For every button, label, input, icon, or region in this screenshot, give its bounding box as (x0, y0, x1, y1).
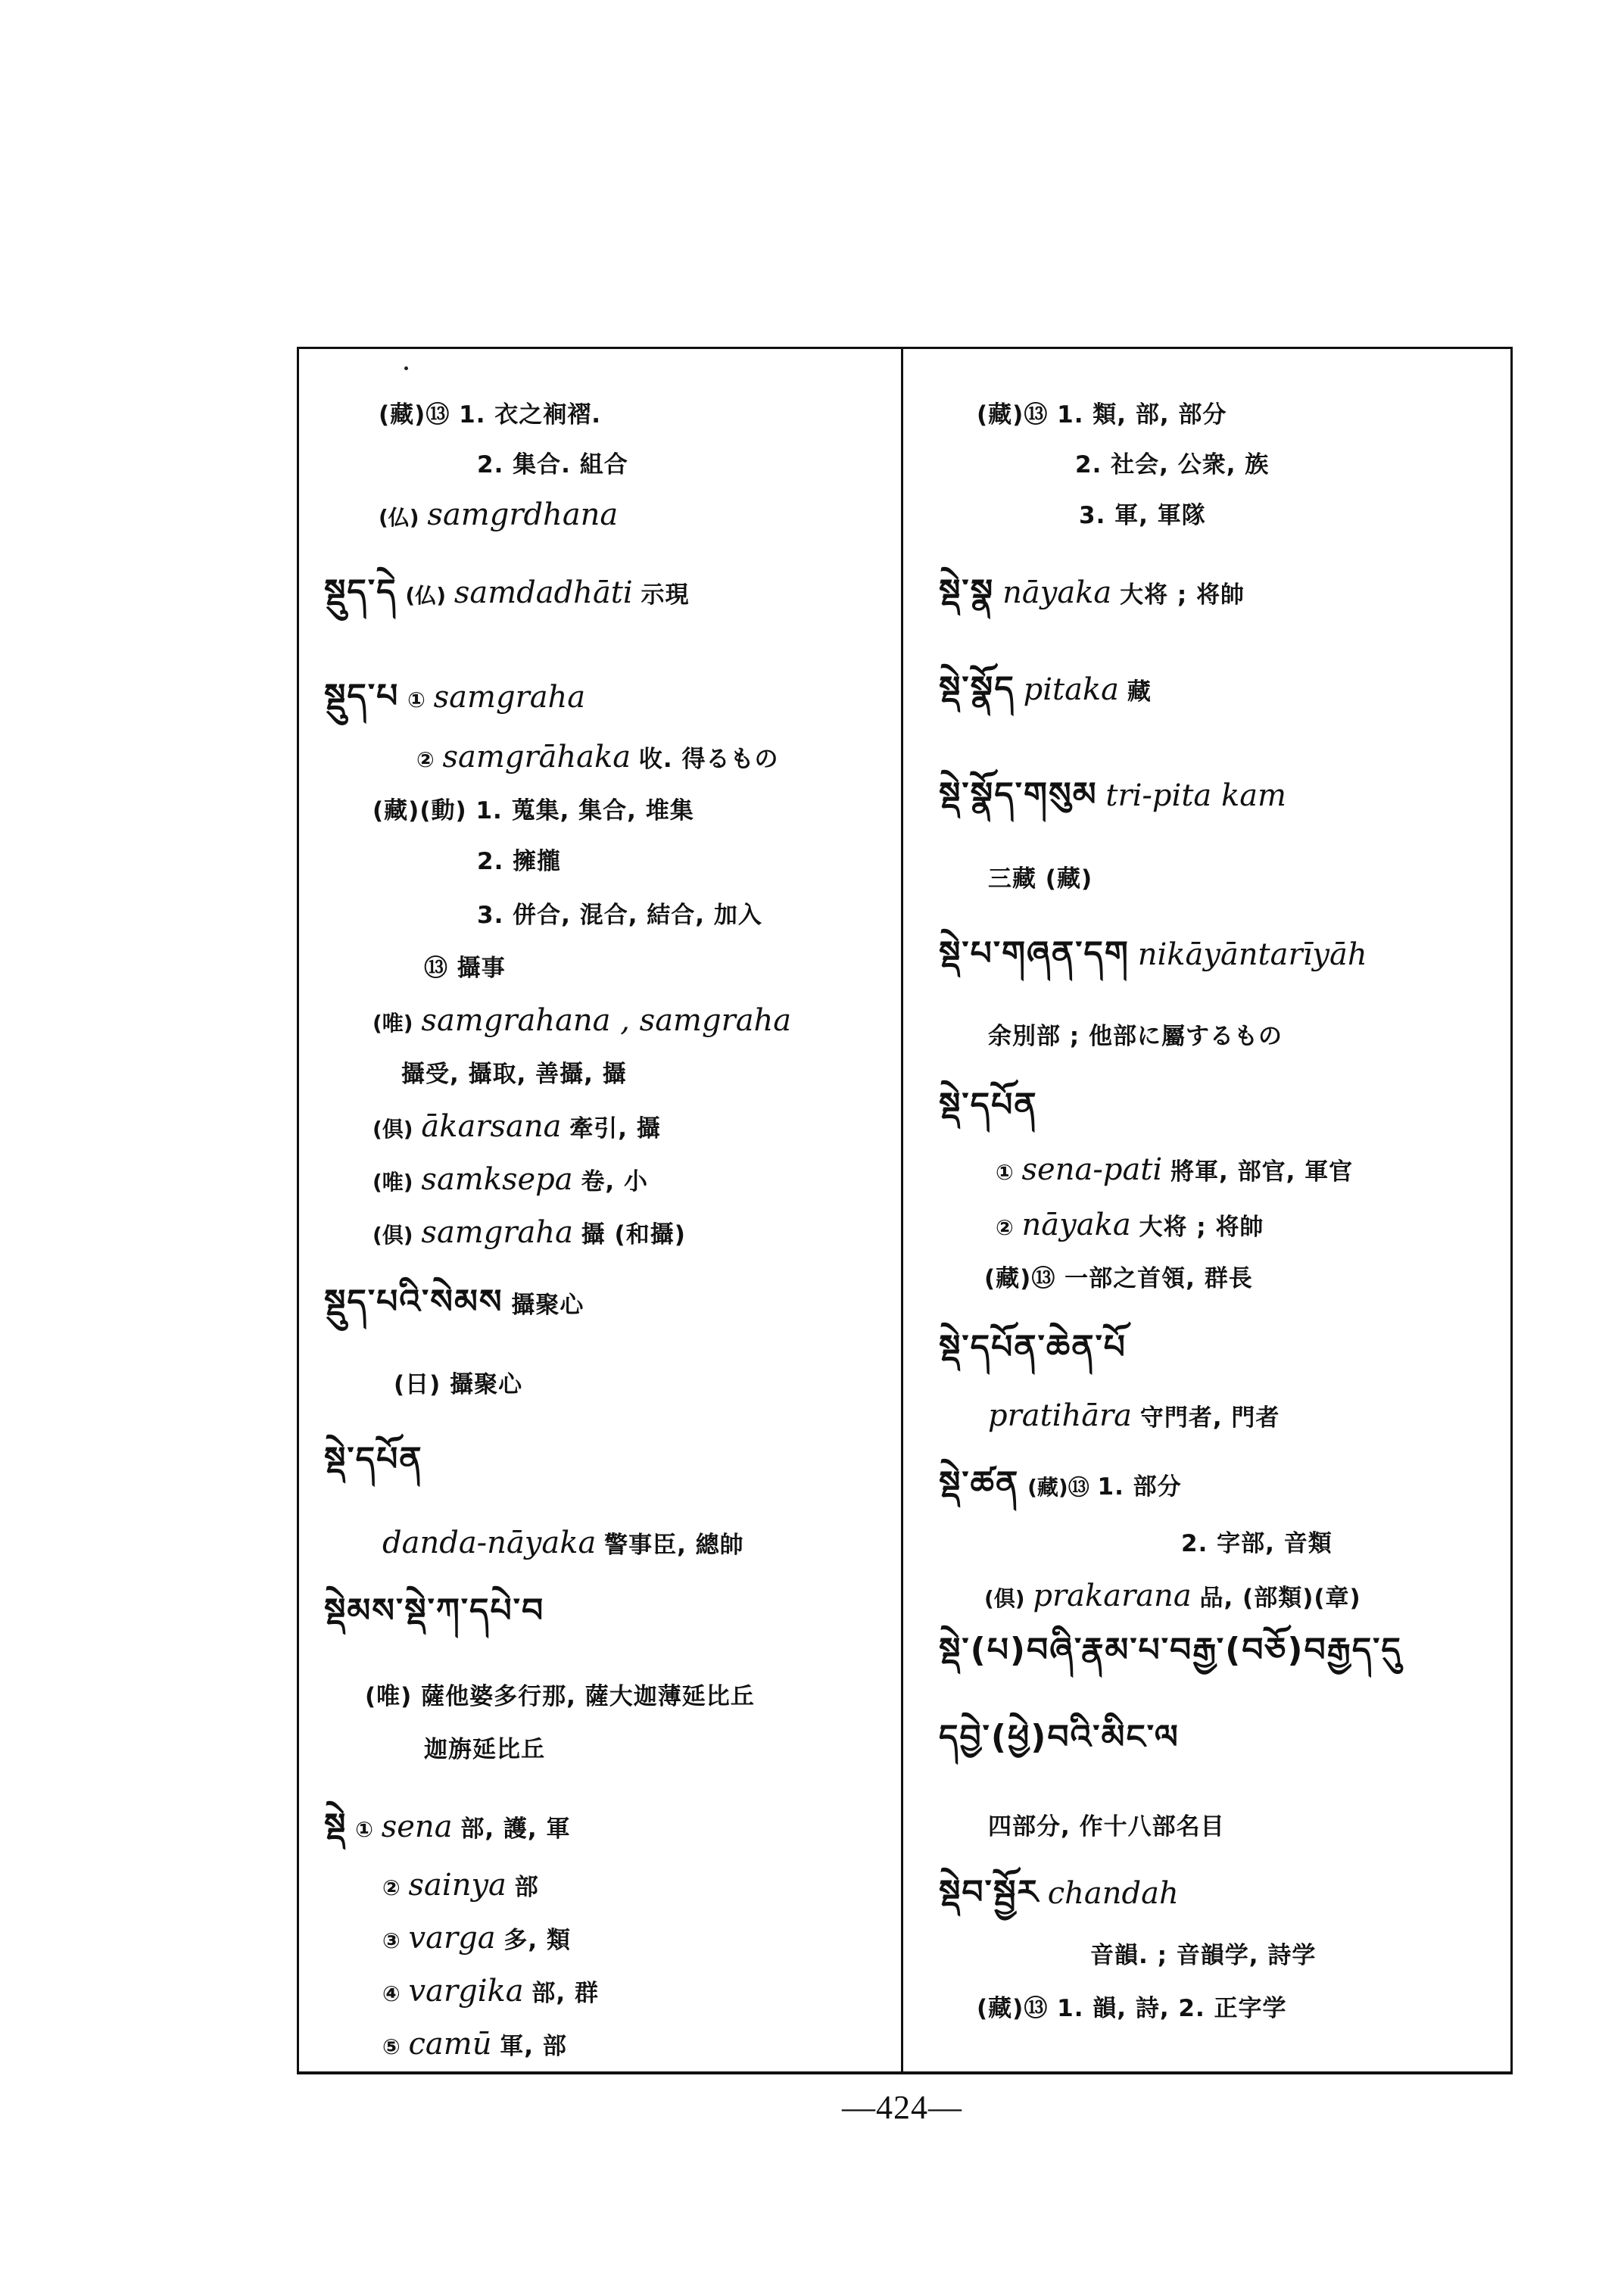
gloss-text: (藏)⑬ 1. 衣之裥褶. (379, 401, 602, 429)
dictionary-line (939, 1464, 1182, 1503)
tibetan-text: དབྱེ་(ཕྱེ)བའི་མིང་ལ (939, 1718, 1180, 1756)
source-tag: ③ (382, 1928, 401, 1953)
dictionary-line (977, 1993, 1287, 2024)
source-tag: (倶) (984, 1586, 1025, 1611)
dictionary-line (988, 1021, 1283, 1052)
dictionary-line (988, 1398, 1280, 1433)
gloss-text: 收. 得るもの (638, 746, 779, 773)
sanskrit-term: pitaka (1023, 672, 1120, 707)
source-tag: (仏) (405, 583, 446, 608)
tibetan-headword: སྡེ་དཔོན (324, 1440, 423, 1479)
gloss-text: 部, 群 (531, 1980, 599, 2007)
dictionary-line (477, 846, 561, 877)
gloss-text: (日) 攝聚心 (394, 1371, 523, 1398)
gloss-text: 3. 軍, 軍隊 (1079, 502, 1206, 529)
sanskrit-term: prakarana (1033, 1579, 1192, 1613)
sanskrit-term: nāyaka (1021, 1208, 1131, 1242)
tibetan-headword: སྡེ (324, 1806, 348, 1845)
dictionary-line (939, 572, 1245, 611)
gloss-text: 迦旃延比丘 (424, 1736, 545, 1763)
dictionary-line (379, 497, 619, 533)
dictionary-line (1075, 449, 1269, 480)
dictionary-line (382, 1870, 539, 1903)
sanskrit-term: ākarsana (421, 1109, 562, 1144)
page-number: —424— (842, 2089, 962, 2126)
source-tag: (唯) (372, 1170, 413, 1195)
sanskrit-term: nikāyāntarīyāh (1137, 937, 1367, 972)
gloss-text: (藏)(動) 1. 蒐集, 集合, 堆集 (372, 797, 694, 824)
gloss-text: 將軍, 部官, 軍官 (1170, 1158, 1354, 1186)
tibetan-headword: སྡེ་སྣ (939, 572, 995, 611)
dictionary-line (324, 1283, 584, 1321)
sanskrit-term: vargika (408, 1974, 524, 2009)
dictionary-line (382, 2029, 567, 2062)
dictionary-line (477, 449, 628, 480)
source-tag: (倶) (372, 1223, 413, 1248)
gloss-text: 大将 ; 将帥 (1120, 581, 1245, 609)
gloss-text: 3. 併合, 混合, 結合, 加入 (477, 902, 762, 929)
sanskrit-term: samdadhāti (454, 575, 633, 610)
dictionary-line (1181, 1528, 1333, 1559)
sanskrit-term: sena (381, 1809, 453, 1844)
dictionary-line (324, 1440, 423, 1479)
dictionary-line (939, 775, 1286, 814)
gloss-text: 2. 集合. 組合 (477, 451, 628, 478)
tibetan-headword: སྡེ་སྣོད་གསུམ (939, 775, 1098, 814)
gloss-text: (藏)⑬ 1. 類, 部, 部分 (977, 401, 1227, 429)
dictionary-line (324, 1806, 571, 1845)
tibetan-headword: སྡུད་པའི་སེམས (324, 1283, 503, 1321)
sanskrit-term: samgrdhana (427, 497, 619, 532)
tibetan-headword: སྡུད་དེ (324, 572, 397, 611)
gloss-text: 攝 (和攝) (581, 1221, 686, 1248)
gloss-text: 軍, 部 (500, 2033, 567, 2060)
sanskrit-term: varga (408, 1921, 496, 1956)
gloss-text: 警事臣, 總帥 (604, 1532, 744, 1559)
tibetan-headword: སྡེ་དཔོན (939, 1086, 1038, 1124)
source-tag: ① (407, 687, 425, 712)
gloss-text: 攝聚心 (511, 1292, 584, 1319)
sanskrit-term: sainya (408, 1868, 507, 1903)
dictionary-line (939, 669, 1152, 708)
column-divider (901, 347, 903, 2074)
gloss-text: 1. 部分 (1097, 1473, 1182, 1501)
dictionary-line (939, 1631, 1402, 1669)
sanskrit-term: samksepa (421, 1162, 573, 1197)
dictionary-line (372, 1111, 661, 1145)
source-tag: (仏) (379, 505, 419, 530)
sanskrit-term: pratihāra (988, 1398, 1133, 1433)
dictionary-line (984, 1581, 1361, 1614)
gloss-text: 卷, 小 (581, 1168, 649, 1195)
gloss-text: 大将 ; 将帥 (1139, 1214, 1264, 1241)
tibetan-headword: སྡེབ་སྦྱོར (939, 1873, 1040, 1912)
dictionary-line (988, 1811, 1225, 1842)
dictionary-line (939, 1328, 1127, 1367)
dictionary-line (939, 1718, 1180, 1756)
dictionary-line (424, 1734, 545, 1765)
dictionary-line (324, 677, 586, 715)
sanskrit-term: nāyaka (1002, 575, 1112, 610)
source-tag: ⑤ (382, 2034, 401, 2059)
gloss-text: 示現 (641, 581, 690, 609)
sanskrit-term: samgraha (433, 680, 586, 715)
tibetan-headword: སྡེ་པ་གཞན་དག (939, 934, 1130, 973)
tibetan-headword: སྡེ་དཔོན་ཆེན་པོ (939, 1328, 1127, 1367)
dictionary-line (372, 1217, 686, 1251)
tibetan-headword: སྡེ་སྣོད (939, 669, 1015, 708)
dictionary-line (984, 1263, 1253, 1294)
source-tag: ② (996, 1215, 1014, 1240)
sanskrit-term: samgraha (421, 1215, 573, 1250)
dictionary-line (382, 1528, 744, 1560)
gloss-text: 藏 (1127, 678, 1152, 706)
gloss-text: 三藏 (藏) (988, 865, 1093, 893)
dictionary-line (996, 1152, 1354, 1188)
dictionary-line (372, 1005, 791, 1039)
sanskrit-term: sena-pati (1021, 1152, 1163, 1187)
source-tag: (唯) (372, 1011, 413, 1036)
source-tag: ① (996, 1160, 1014, 1185)
dictionary-line (382, 1923, 571, 1956)
gloss-text: 音韻. ; 音韻学, 詩学 (1090, 1942, 1317, 1969)
gloss-text: 2. 字部, 音類 (1181, 1530, 1333, 1557)
source-tag: (倶) (372, 1117, 413, 1142)
gloss-text: 攝受, 攝取, 善攝, 攝 (401, 1061, 627, 1088)
tibetan-headword: སྡེ་ཚན (939, 1464, 1020, 1503)
sanskrit-term: camū (408, 2027, 492, 2062)
gloss-text: 部 (514, 1874, 539, 1901)
gloss-text: (藏)⑬ 一部之首領, 群長 (984, 1265, 1253, 1292)
source-tag: ① (355, 1817, 373, 1842)
dictionary-line (939, 1086, 1038, 1124)
dictionary-line (939, 934, 1367, 973)
gloss-text: (藏)⑬ 1. 韻, 詩, 2. 正字学 (977, 1995, 1287, 2022)
dictionary-line (996, 1210, 1264, 1243)
tibetan-text: སྡེ་(པ)བཞི་རྣམ་པ་བརྒྱ་(བཅོ)བརྒྱད་དུ (939, 1631, 1402, 1669)
tibetan-headword: སྡེམས་སྡེ་ཀ་དཔེ་བ (324, 1591, 545, 1630)
dictionary-line (372, 1164, 648, 1198)
sanskrit-term: samgrahana , samgraha (421, 1003, 792, 1038)
gloss-text: 2. 擁攏 (477, 848, 562, 875)
sanskrit-term: chandah (1047, 1876, 1179, 1911)
dictionary-line (977, 399, 1227, 430)
gloss-text: 2. 社会, 公衆, 族 (1075, 451, 1270, 478)
dictionary-line (324, 1591, 545, 1630)
sanskrit-term: samgrāhaka (442, 740, 631, 775)
sanskrit-term: tri-pita kam (1105, 778, 1286, 813)
dictionary-line (365, 1681, 755, 1712)
dictionary-line (1079, 500, 1206, 531)
source-tag: (藏)⑬ (1027, 1475, 1089, 1500)
dictionary-line (477, 899, 762, 930)
gloss-text: 部, 護, 軍 (460, 1816, 571, 1843)
tibetan-headword: སྡུད་པ (324, 677, 400, 715)
sanskrit-term: danda-nāyaka (382, 1526, 597, 1560)
gloss-text: 余別部 ; 他部に屬するもの (988, 1023, 1283, 1050)
gloss-text: 四部分, 作十八部名目 (988, 1813, 1225, 1840)
dictionary-line (372, 795, 694, 826)
dictionary-line (324, 572, 690, 611)
source-tag: ② (382, 1875, 401, 1900)
dictionary-line (382, 1976, 599, 2009)
gloss-text: ⑬ 攝事 (424, 955, 506, 982)
dictionary-line (1090, 1940, 1316, 1971)
dictionary-line (394, 1369, 522, 1400)
source-tag: ② (416, 747, 435, 772)
dictionary-line (401, 1058, 627, 1089)
dictionary-line (988, 863, 1093, 894)
ink-dot (404, 366, 408, 370)
gloss-text: 牽引, 攝 (569, 1115, 661, 1142)
gloss-text: 品, (部類)(章) (1199, 1585, 1361, 1612)
gloss-text: 多, 類 (503, 1927, 571, 1954)
dictionary-line (416, 742, 779, 775)
dictionary-line (379, 399, 601, 430)
dictionary-line (939, 1873, 1179, 1912)
gloss-text: (唯) 薩他婆多行那, 薩大迦薄延比丘 (365, 1683, 755, 1710)
source-tag: ④ (382, 1981, 401, 2006)
gloss-text: 守門者, 門者 (1139, 1404, 1280, 1432)
dictionary-line (424, 952, 506, 983)
